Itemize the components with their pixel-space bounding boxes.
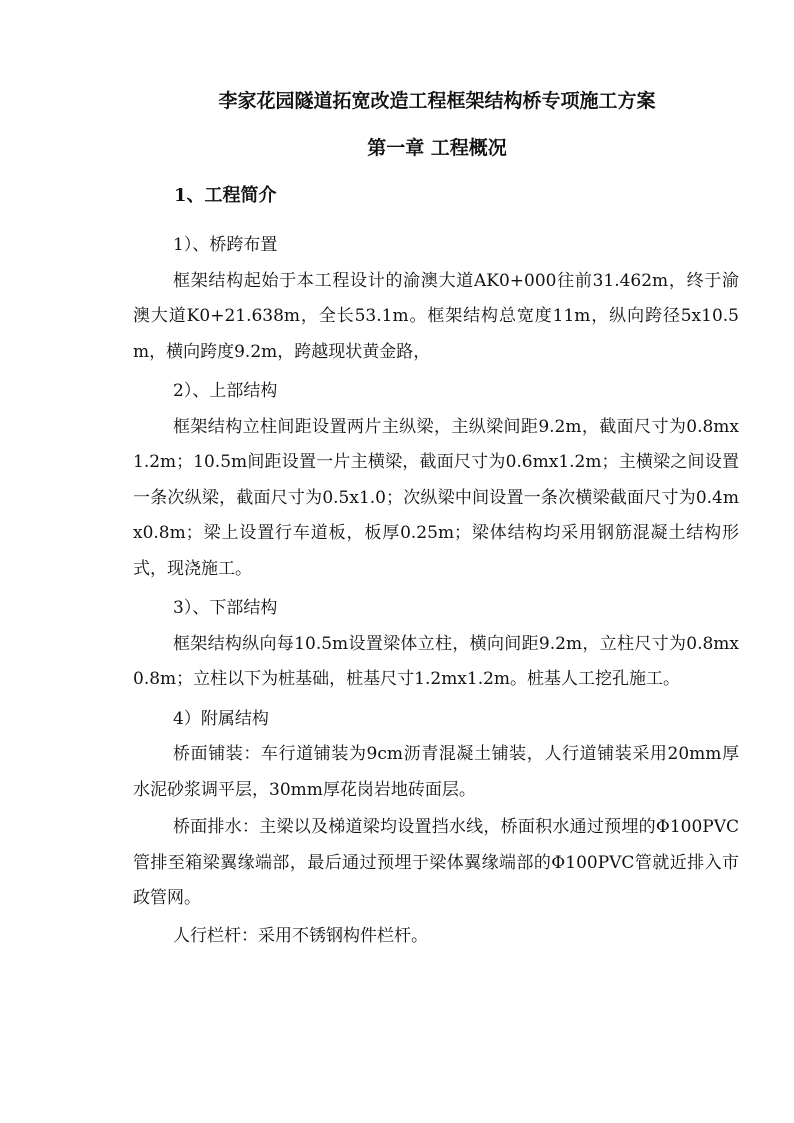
chapter-title: 第一章 工程概况 [367,137,507,159]
document-title: 李家花园隧道拓宽改造工程框架结构桥专项施工方案 [218,90,656,112]
body-paragraph: 框架结构立柱间距设置两片主纵梁，主纵梁间距9.2m，截面尺寸为0.8mx1.2m；10.5m间距设置一片主横梁，截面尺寸为0.6mx1.2m；主横梁之间设置一条次纵梁，截面尺寸为0.5x1.0；次纵梁中间设置一条次横梁截面尺寸为0.4mx0.8m；梁上设置行车道板，板厚0.25m；梁体结构均采用钢筋混凝土结构形式，现浇施工。 [133,416,739,579]
body-paragraph: 桥面铺装：车行道铺装为9cm沥青混凝土铺装，人行道铺装采用20mm厚水泥砂浆调平层，30mm厚花岗岩地砖面层。 [133,744,739,800]
document-body [133,224,739,956]
subsection-heading: 1）、桥跨布置 [173,235,278,255]
body-paragraph: 框架结构起始于本工程设计的渝澳大道AK0+000往前31.462m，终于渝澳大道K0+21.638m，全长53.1m。框架结构总宽度11m，纵向跨径5x10.5m，横向跨度9.2m，跨越现状黄金路， [133,270,739,362]
body-paragraph: 框架结构纵向每10.5m设置梁体立柱，横向间距9.2m，立柱尺寸为0.8mx0.8m；立柱以下为桩基础，桩基尺寸1.2mx1.2m。桩基人工挖孔施工。 [133,633,739,689]
subsection-heading: 4）附属结构 [173,708,269,729]
subsection-heading: 3）、下部结构 [173,598,278,618]
body-paragraph: 桥面排水：主梁以及梯道梁均设置挡水线，桥面积水通过预埋的Φ100PVC管排至箱梁翼缘端部，最后通过预埋于梁体翼缘端部的Φ100PVC管就近排入市政管网。 [133,817,739,908]
subsection-heading: 2）、上部结构 [173,381,278,401]
section-title: 1、工程简介 [174,185,277,206]
body-paragraph: 人行栏杆：采用不锈钢构件栏杆。 [173,925,428,946]
